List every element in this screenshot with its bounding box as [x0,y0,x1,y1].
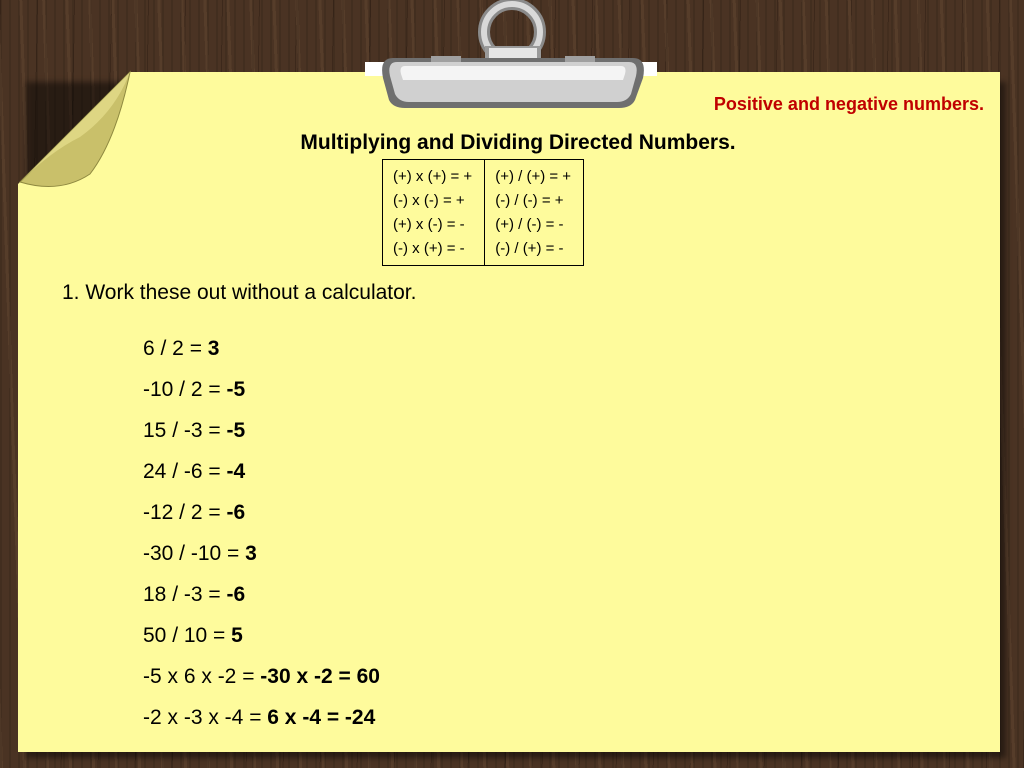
problem-answer: 3 [245,542,257,565]
problem-question: -30 / -10 = [143,542,246,565]
multiplication-rules-cell [383,160,485,266]
problem-row [143,704,380,745]
problem-answer: 3 [207,337,220,360]
division-rule: (-) / (+) = - [495,240,564,257]
problem-row [143,581,380,622]
subject-label: Positive and negative numbers. [713,94,984,114]
problem-answer: -5 [226,378,246,401]
problem-answer: -5 [226,419,246,442]
problem-row [143,540,380,581]
division-rule: (-) / (-) = + [495,192,564,209]
problem-answer: -6 [226,583,246,606]
multiplication-rule: (+) x (+) = + [393,168,473,185]
problem-question: -2 x -3 x -4 = [143,706,268,729]
problem-answer: 5 [231,624,243,647]
problem-answer: -6 [226,501,246,524]
multiplication-rule: (-) x (-) = + [393,192,465,209]
division-rule: (+) / (+) = + [495,168,572,185]
problem-question: 6 / 2 = [143,337,208,360]
problem-row [143,335,380,376]
problem-row [143,376,380,417]
clipboard-clip-icon [365,0,660,112]
problem-row [143,663,380,704]
sign-rules-table [382,159,584,266]
division-rules-cell [485,160,584,266]
problem-row [143,622,380,663]
problem-row [143,458,380,499]
page-title: Multiplying and Dividing Directed Numbers. [300,131,736,154]
problem-question: -10 / 2 = [143,378,227,401]
problem-question: 24 / -6 = [143,460,227,483]
multiplication-rule: (-) x (+) = - [393,240,465,257]
problem-answer: -4 [226,460,246,483]
multiplication-rule: (+) x (-) = - [393,216,465,233]
problem-answer: 6 x -4 = -24 [267,706,376,729]
problem-row [143,499,380,540]
problem-question: 15 / -3 = [143,419,227,442]
exercise-instruction: 1. Work these out without a calculator. [62,281,417,304]
problem-question: 50 / 10 = [143,624,232,647]
problem-row [143,417,380,458]
problem-answer: -30 x -2 = 60 [260,665,380,688]
problem-list [143,335,380,745]
problem-question: -12 / 2 = [143,501,227,524]
division-rule: (+) / (-) = - [495,216,564,233]
problem-question: 18 / -3 = [143,583,227,606]
problem-question: -5 x 6 x -2 = [143,665,261,688]
